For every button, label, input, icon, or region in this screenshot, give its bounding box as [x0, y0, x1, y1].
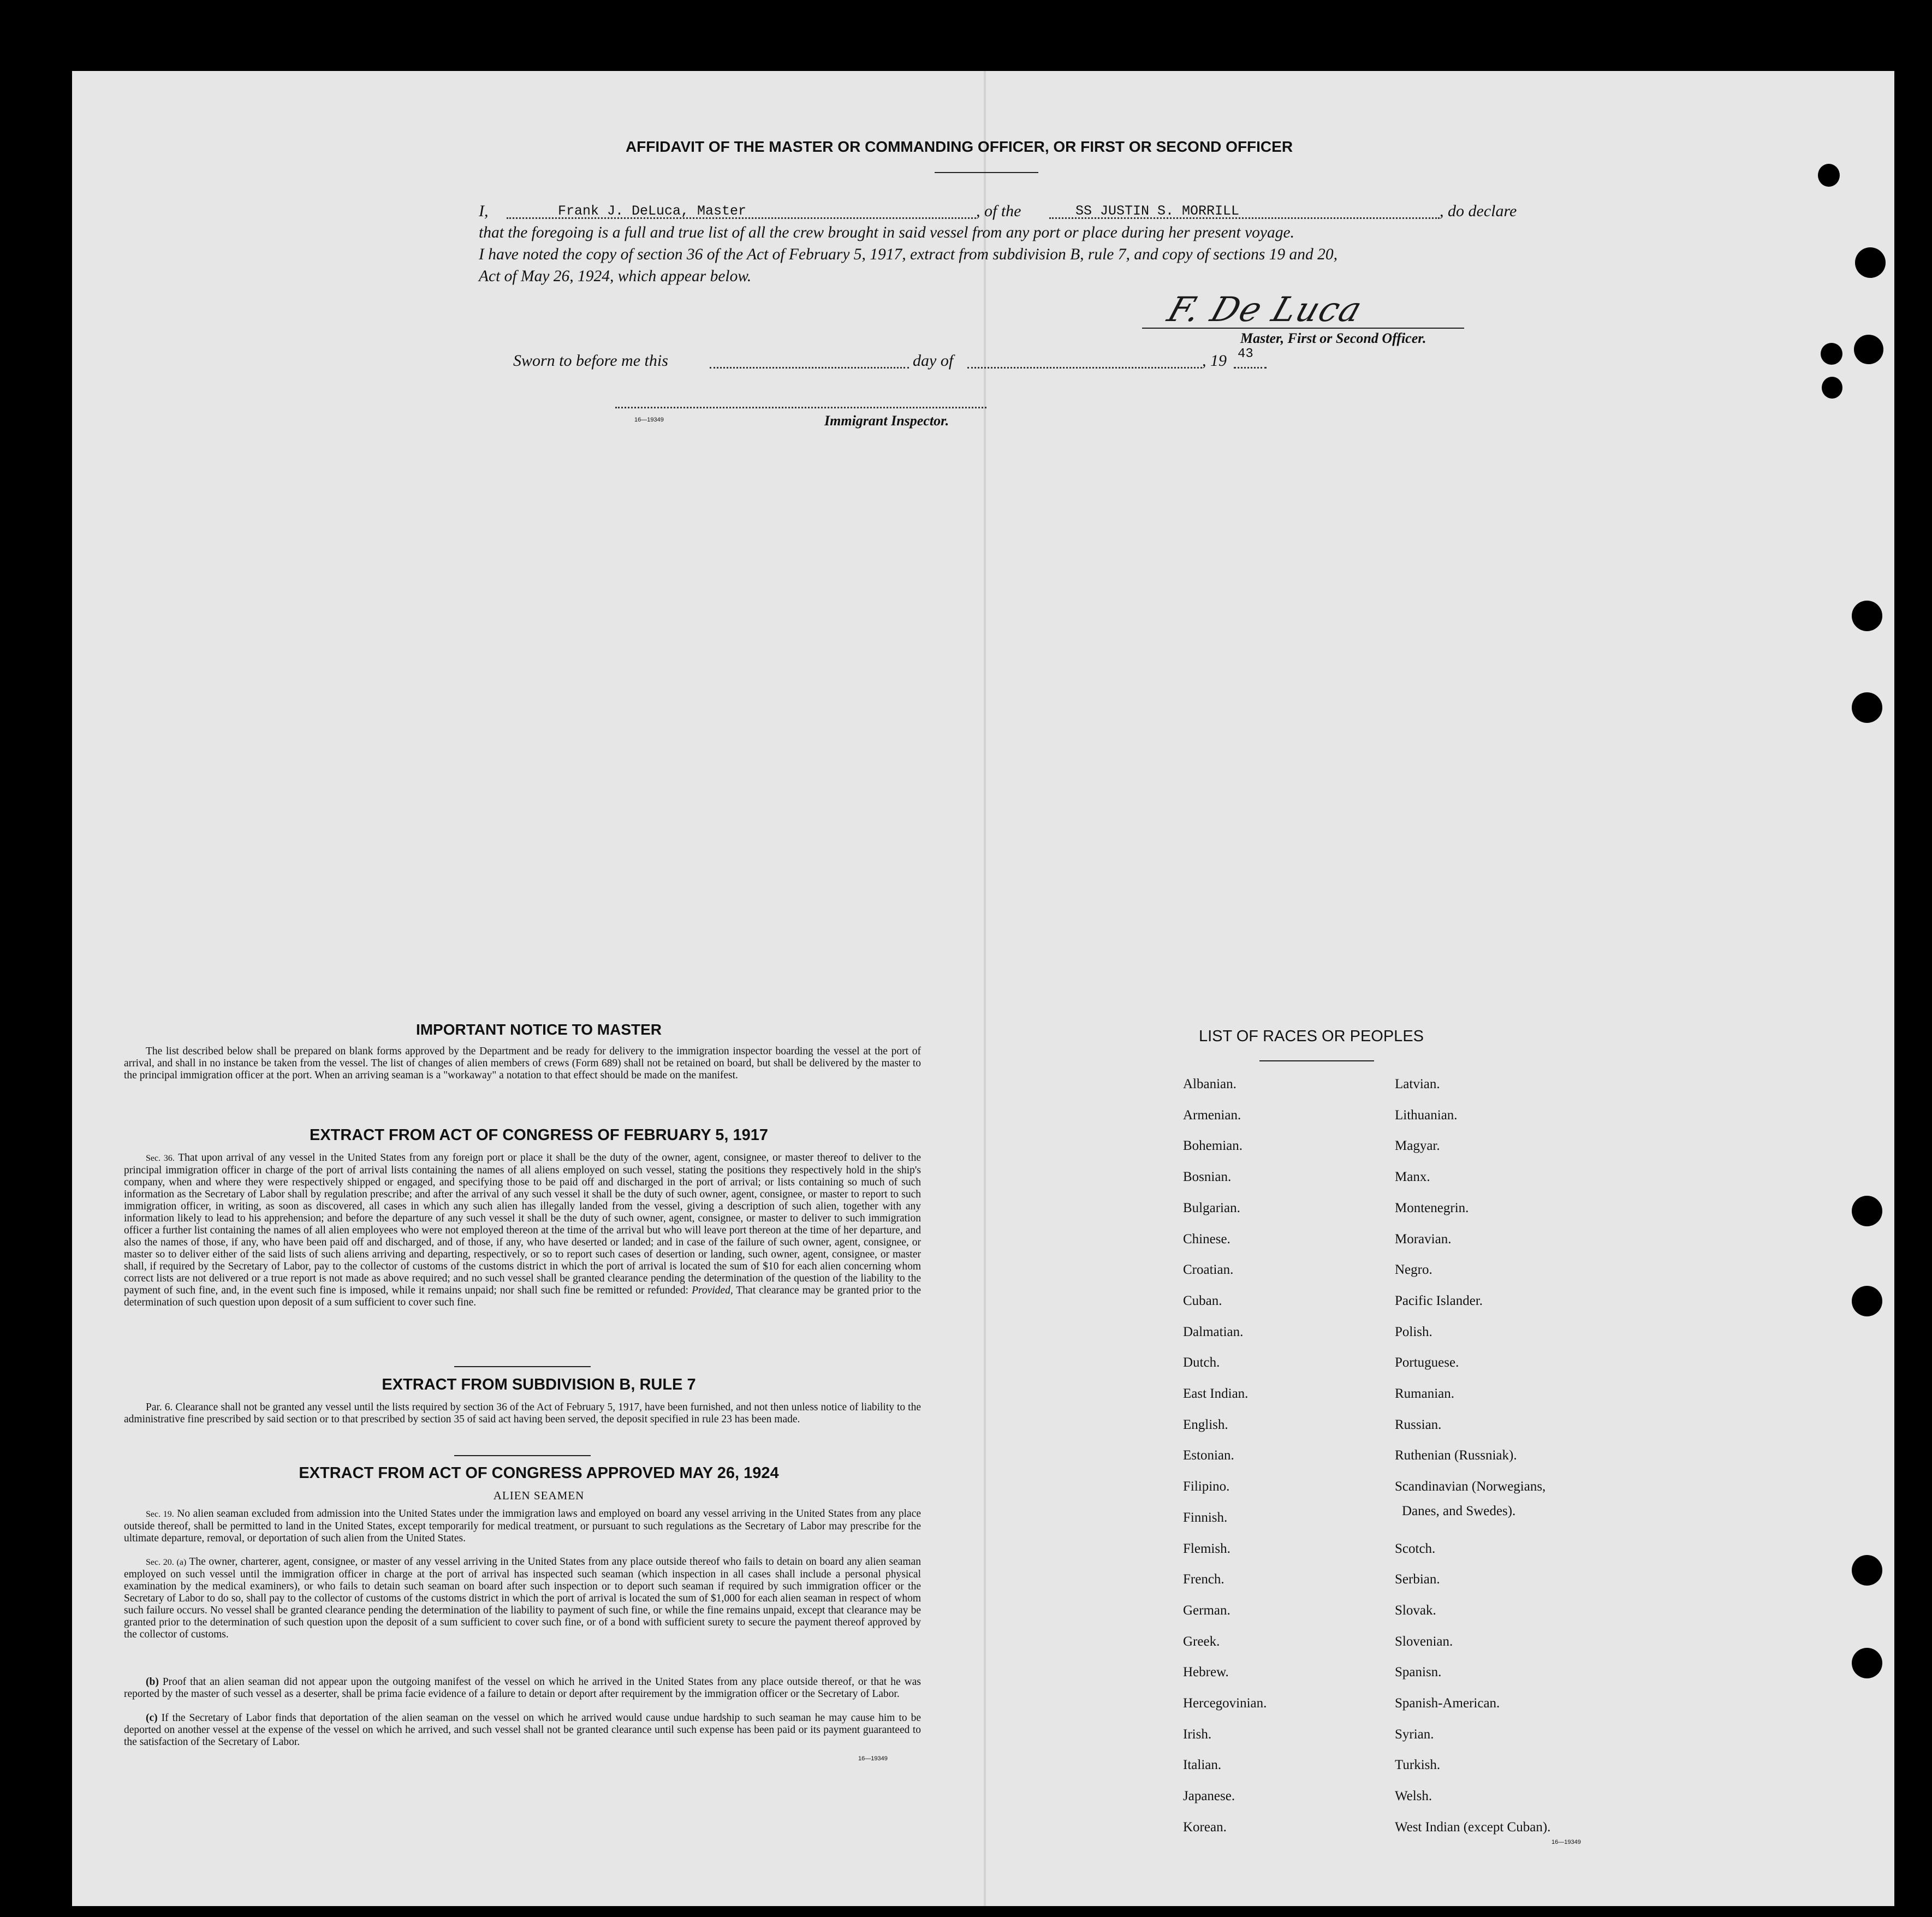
- sec20c-text: If the Secretary of Labor finds that deportation of the alien seaman on the vessel on which he arrived would cause undue hardship to such seaman he may cause him to be deported on another vessel at the expense of the vessel on which he arrived, and such vessel shall not be granted clearance until such expense has been paid or its payment guaranteed to the satisfaction of the Secretary of Labor.: [124, 1712, 921, 1748]
- sec20b-label: (b): [146, 1676, 159, 1688]
- of-the-label: , of the: [976, 202, 1021, 220]
- races-title: LIST OF RACES OR PEOPLES: [1198, 1028, 1424, 1045]
- heading-rule: [935, 172, 1038, 173]
- binder-hole: [1852, 692, 1882, 723]
- binder-hole: [1821, 343, 1842, 365]
- race-col2-item: Serbian.: [1395, 1572, 1440, 1587]
- race-col1-item: Armenian.: [1183, 1107, 1241, 1123]
- race-col1-item: Greek.: [1183, 1634, 1220, 1649]
- race-col2-item: Negro.: [1395, 1262, 1432, 1278]
- race-col1-item: Filipino.: [1183, 1479, 1230, 1494]
- race-col2-item: Russian.: [1395, 1417, 1442, 1432]
- form-number-bottom-right: 16—19349: [1551, 1839, 1581, 1845]
- sec19-text: No alien seaman excluded from admission into the United States under the immigration laws and employed on board any vessel arriving in the United States from any place outside thereof, shall be permitted to land in the United States, except temporarily for medical treatment, or pursuant to such regulations as the Secretary of Labor may prescribe for the ultimate departure, removal, or deportation of such alien from the United States.: [124, 1508, 921, 1544]
- race-col1-item: Korean.: [1183, 1819, 1227, 1835]
- races-title-rule: [1259, 1060, 1374, 1061]
- master-name: Frank J. DeLuca, Master: [558, 203, 747, 219]
- sec20a-label: Sec. 20. (a): [146, 1558, 187, 1567]
- extract1924-subtitle: ALIEN SEAMEN: [493, 1489, 585, 1502]
- race-col2-item: Spanisn.: [1395, 1665, 1442, 1680]
- affidavit-line3: I have noted the copy of section 36 of the Act of February 5, 1917, extract from subdivision B, rule 7, and copy of sections 19 and 20,: [479, 246, 1338, 263]
- race-col2-item: Lithuanian.: [1395, 1107, 1458, 1123]
- form-number-bottom-left: 16—19349: [858, 1755, 888, 1762]
- sec20b-text: Proof that an alien seaman did not appear upon the outgoing manifest of the vessel on which he arrived in the United States from any place outside thereof, or that he was reported by the master of such vessel as a deserter, shall be prima facie evidence of a failure to detain or deport after requirement by the immigration officer or the Secretary of Labor.: [124, 1676, 921, 1700]
- race-col1-item: Albanian.: [1183, 1077, 1237, 1091]
- binder-hole: [1855, 247, 1886, 278]
- race-col2-item: Syrian.: [1395, 1726, 1434, 1742]
- binder-hole: [1854, 335, 1883, 364]
- race-col1-item: German.: [1183, 1603, 1230, 1618]
- race-col2-item: Montenegrin.: [1395, 1200, 1469, 1215]
- do-declare-label: , do declare: [1440, 202, 1517, 220]
- race-col1-item: Irish.: [1183, 1726, 1212, 1742]
- signature-caption: Master, First or Second Officer.: [1240, 330, 1426, 346]
- notice-text: The list described below shall be prepared on blank forms approved by the Department and be ready for delivery to the immigration inspector boarding the vessel at the port of arrival, and shall in no instance be taken from the vessel. The list of changes of alien members of crews (Form 689) shall not be retained on board, but shall be delivered by the master to the principal immigration officer at the port. When an arriving seaman is a "workaway" a notation to that effect should be made on the manifest.: [124, 1046, 921, 1081]
- race-col2-item: Magyar.: [1395, 1138, 1440, 1154]
- race-col1-item: English.: [1183, 1417, 1228, 1432]
- year-suffix: 43: [1238, 347, 1253, 361]
- sec20a-body: [124, 1556, 921, 1641]
- sworn-month-line: [967, 367, 1202, 369]
- race-col2-item: Scandinavian (Norwegians,: [1395, 1479, 1546, 1494]
- extract1924-title: EXTRACT FROM ACT OF CONGRESS APPROVED MAY 26, 1924: [299, 1464, 779, 1482]
- center-fold: [984, 71, 986, 1906]
- scandinavian-continuation: Danes, and Swedes).: [1402, 1504, 1516, 1518]
- affidavit-line4: Act of May 26, 1924, which appear below.: [479, 268, 752, 285]
- year-prefix: , 19: [1202, 352, 1227, 370]
- race-col1-item: Cuban.: [1183, 1293, 1222, 1308]
- binder-hole: [1852, 1555, 1882, 1586]
- inspector-line: [615, 407, 986, 408]
- sworn-label: Sworn to before me this: [513, 352, 668, 370]
- sec36-label: Sec. 36.: [146, 1154, 175, 1163]
- sec19-body: [124, 1508, 921, 1545]
- proviso-text: That clearance may be granted prior to the determination of such question upon deposit of a sum sufficient to cover such fine.: [124, 1285, 922, 1308]
- vessel-name: SS JUSTIN S. MORRILL: [1075, 203, 1240, 219]
- race-col1-item: Chinese.: [1183, 1231, 1230, 1247]
- race-col1-item: Croatian.: [1183, 1262, 1234, 1278]
- race-col1-item: Italian.: [1183, 1758, 1222, 1773]
- extract1917-body: [124, 1152, 921, 1309]
- day-of-label: day of: [913, 352, 954, 370]
- race-col1-item: Flemish.: [1183, 1541, 1230, 1556]
- divider-1: [454, 1366, 591, 1367]
- race-col2-item: West Indian (except Cuban).: [1395, 1819, 1551, 1835]
- race-col2-item: Ruthenian (Russniak).: [1395, 1448, 1517, 1463]
- race-col1-item: Hercegovinian.: [1183, 1696, 1267, 1711]
- race-col2-item: Latvian.: [1395, 1077, 1440, 1091]
- race-col1-item: Bosnian.: [1183, 1170, 1232, 1185]
- race-col2-item: Turkish.: [1395, 1758, 1441, 1773]
- race-col1-item: Dalmatian.: [1183, 1324, 1244, 1339]
- year-line: [1234, 367, 1267, 369]
- race-col1-item: French.: [1183, 1572, 1224, 1587]
- sec20b-body: [124, 1676, 921, 1700]
- sec20c-label: (c): [146, 1712, 158, 1724]
- proviso-word: Provided,: [692, 1285, 733, 1296]
- race-col2-item: Polish.: [1395, 1324, 1432, 1339]
- subdivision-text: Par. 6. Clearance shall not be granted any vessel until the lists required by section 36 of the Act of February 5, 1917, have been furnished, and not then unless notice of liability to the administrative fine prescribed by said section or to that prescribed by section 35 of said act having been served, the deposit specified in rule 23 has been made.: [124, 1402, 921, 1425]
- binder-hole: [1852, 1648, 1882, 1678]
- race-col2-item: Welsh.: [1395, 1789, 1432, 1804]
- divider-2: [454, 1455, 591, 1456]
- binder-hole: [1818, 164, 1840, 187]
- race-col2-item: Spanish-American.: [1395, 1696, 1500, 1711]
- notice-title: IMPORTANT NOTICE TO MASTER: [415, 1021, 662, 1038]
- race-col1-item: Estonian.: [1183, 1448, 1234, 1463]
- race-col2-item: Slovak.: [1395, 1603, 1436, 1618]
- race-col1-item: Finnish.: [1183, 1510, 1228, 1525]
- race-col1-item: East Indian.: [1183, 1386, 1249, 1401]
- signature: F. De Luca: [1163, 289, 1368, 329]
- sworn-day-line: [710, 367, 909, 369]
- sec20c-body: [124, 1712, 921, 1748]
- sec36-text: That upon arrival of any vessel in the United States from any foreign port or place it shall be the duty of the owner, agent, consignee, or master thereof to deliver to the principal immigration officer in charge of the port of arrival lists containing the names of all aliens employed on such vessel, stating the positions they respectively hold in the ship's company, when and where they were respectively shipped or engaged, and specifying those to be paid off and discharged in the port of arrival; or lists containing so much of such information as the Secretary of Labor shall by regulation prescribe; and after the arrival of any such vessel it shall be the duty of such owner, agent, consignee, or master to report to such immigration officer, in writing, as soon as discovered, all cases in which any such alien has illegally landed from the vessel, giving a description of such alien, together with any information likely to lead to his apprehension; and before the departure of any such vessel it shall be the duty of such owner, agent, consignee, or master to deliver to such immigration officer a further list containing the names of all alien employees who were not employed thereon at the time of the arrival but who will leave port thereon at the time of her departure, and also the names of those, if any, who have been paid off and discharged, and of those, if any, who have deserted or landed; and in case of the failure of such owner, agent, consignee, or master so to deliver either of the said lists of such aliens arriving and departing, respectively, or so to report such cases of desertion or landing, such owner, agent, consignee, or master shall, if required by the Secretary of Labor, pay to the collector of customs of the customs district in which the port of arrival is located the sum of $10 for each alien concerning whom correct lists are not delivered or a true report is not made as above required; and no such vessel shall be granted clearance pending the determination of the question of the liability to the payment of such fine, and, in the event such fine is imposed, while it remains unpaid; nor shall such fine be remitted or refunded:: [124, 1152, 921, 1296]
- sec19-label: Sec. 19.: [146, 1510, 174, 1519]
- race-col2-item: Scotch.: [1395, 1541, 1436, 1556]
- pronoun: I,: [479, 202, 489, 220]
- binder-hole: [1822, 377, 1842, 399]
- binder-hole: [1852, 1196, 1882, 1226]
- race-col1-item: Bulgarian.: [1183, 1200, 1240, 1215]
- sec20a-text: The owner, charterer, agent, consignee, or master of any vessel arriving in the United States from any place outside thereof who fails to detain on board any alien seaman employed on such vessel until the immigration officer in charge at the port of arrival has inspected such seaman (which inspection in all cases shall include a personal physical examination by the medical examiners), or who fails to detain such seaman on board after such inspection or to deport such seaman if required by such immigration officer or the Secretary of Labor to do so, shall pay to the collector of customs of the customs district in which the port of arrival is located the sum of $1,000 for each alien seaman in respect of whom such failure occurs. No vessel shall be granted clearance pending the determination of the liability to payment of such fine, or while the fine remains unpaid, except that clearance may be granted prior to the determination of such question upon the deposit of a sum sufficient to cover such fine, or of a bond with sufficient surety to secure the payment thereof approved by the collector of customs.: [124, 1556, 921, 1640]
- affidavit-line2: that the foregoing is a full and true list of all the crew brought in said vessel from any port or place during her present voyage.: [479, 224, 1294, 241]
- race-col2-item: Manx.: [1395, 1170, 1430, 1185]
- race-col2-item: Slovenian.: [1395, 1634, 1453, 1649]
- affidavit-heading: AFFIDAVIT OF THE MASTER OR COMMANDING OFFICER, OR FIRST OR SECOND OFFICER: [625, 138, 1293, 155]
- race-col1-item: Dutch.: [1183, 1355, 1220, 1370]
- binder-hole: [1852, 601, 1882, 631]
- form-number-top: 16—19349: [634, 417, 664, 423]
- race-col2-item: Rumanian.: [1395, 1386, 1455, 1401]
- subdivision-title: EXTRACT FROM SUBDIVISION B, RULE 7: [382, 1376, 696, 1393]
- race-col1-item: Japanese.: [1183, 1789, 1235, 1804]
- race-col1-item: Bohemian.: [1183, 1138, 1243, 1154]
- race-col2-item: Moravian.: [1395, 1231, 1452, 1247]
- race-col2-item: Portuguese.: [1395, 1355, 1459, 1370]
- inspector-label: Immigrant Inspector.: [824, 413, 949, 429]
- extract1917-title: EXTRACT FROM ACT OF CONGRESS OF FEBRUARY 5, 1917: [309, 1126, 769, 1144]
- document-sheet: [72, 71, 1894, 1906]
- race-col2-item: Pacific Islander.: [1395, 1293, 1483, 1308]
- race-col1-item: Hebrew.: [1183, 1665, 1229, 1680]
- binder-hole: [1852, 1286, 1882, 1316]
